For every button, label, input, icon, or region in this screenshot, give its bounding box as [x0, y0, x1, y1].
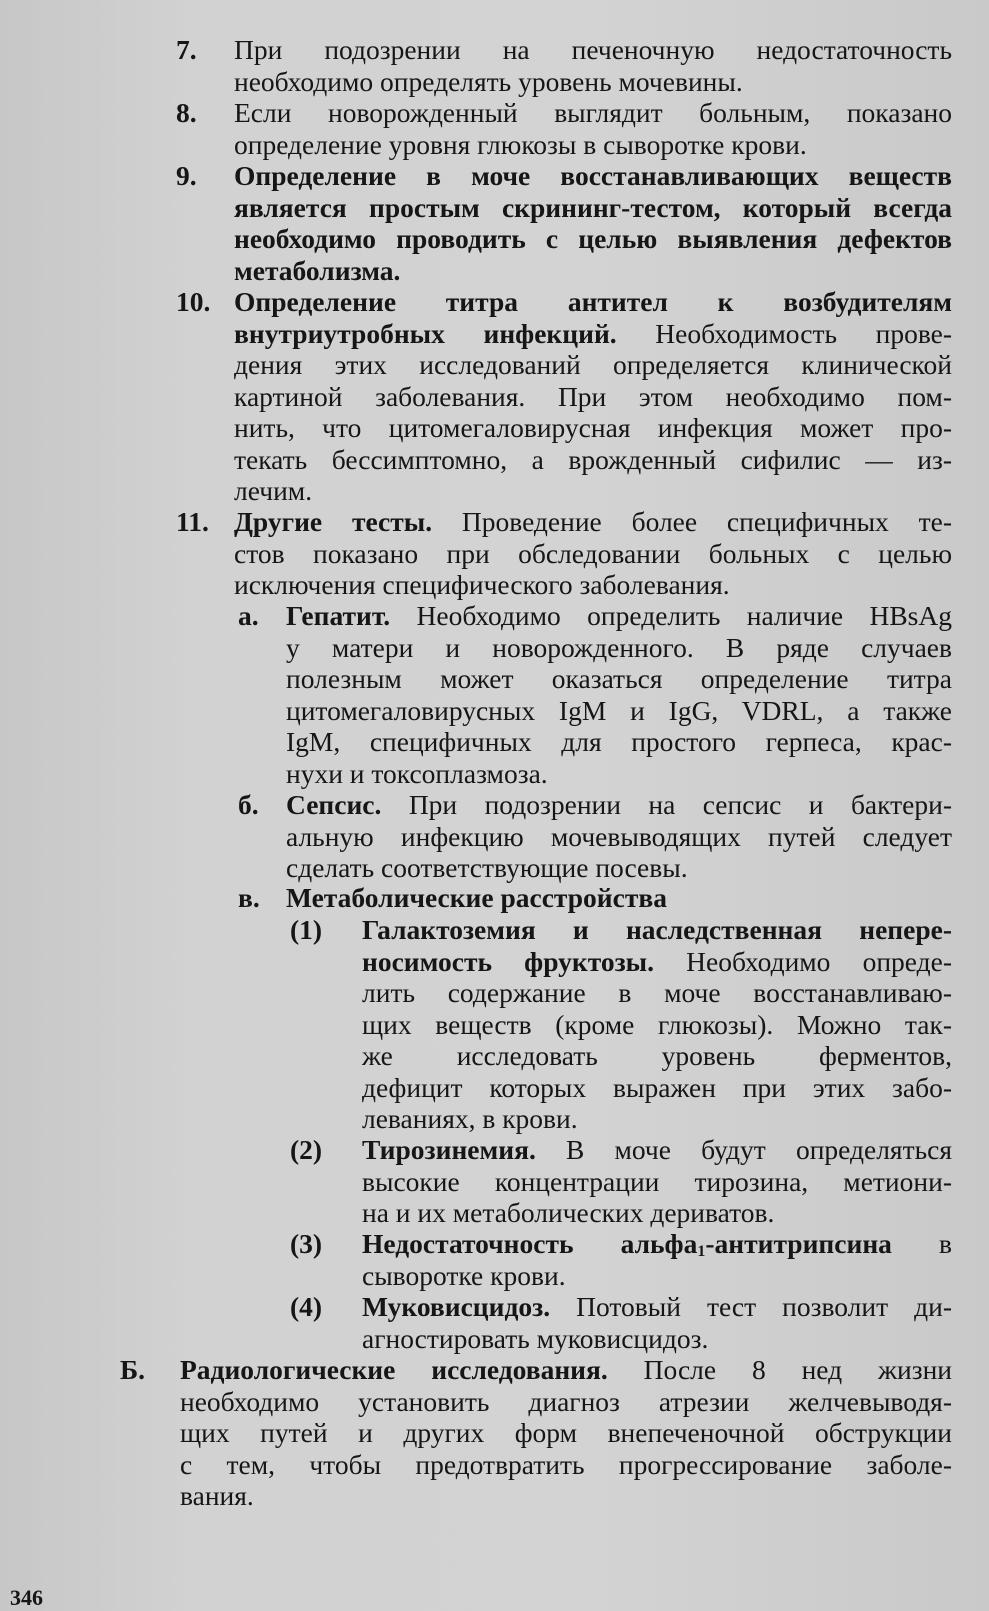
- item-heading-cont: внутриутробных инфекций.: [234, 317, 617, 349]
- text-line: же исследовать уровень ферментов,: [362, 1040, 952, 1071]
- text-run: После 8 нед жизни: [607, 1354, 953, 1385]
- text-line: лить содержание в моче восстанавливаю-: [362, 977, 952, 1008]
- text-line: дения этих исследований определяется клинической: [234, 349, 952, 380]
- text-line: щих путей и других форм внепеченочной обструкции: [180, 1417, 952, 1448]
- item-number: (2): [290, 1134, 323, 1165]
- text-run: Необходимость прове-: [616, 317, 953, 349]
- item-heading: Недостаточность альфа$_1$-антитрипсина: [362, 1228, 892, 1260]
- page-number: 346: [10, 1585, 43, 1610]
- item-heading: Галактоземия и наследственная непере-: [362, 914, 952, 945]
- item-heading: Определение титра антител к возбудителям: [234, 286, 952, 317]
- text-line: метаболизма.: [234, 254, 401, 286]
- item-number: 8.: [176, 97, 197, 128]
- text-line: дефицит которых выражен при этих забо-: [362, 1071, 952, 1103]
- item-number: 10.: [176, 286, 211, 317]
- text-line: у матери и новорожденного. В ряде случаев: [286, 631, 952, 663]
- text-run: Потовый тест позволит ди-: [550, 1291, 952, 1322]
- item-heading-cont: носимость фруктозы.: [362, 945, 655, 977]
- text-line: стов показано при обследовании больных с целью: [234, 537, 952, 569]
- text-line: леваниях, в крови.: [362, 1103, 578, 1134]
- text-line: нухи и токсоплазмоза.: [286, 757, 548, 789]
- text-run: В моче будут определяться: [535, 1134, 952, 1165]
- text-line: IgM, специфичных для простого герпеса, крас-: [286, 726, 952, 757]
- text-run: Необходимо опреде-: [654, 945, 952, 977]
- item-letter: б.: [238, 789, 259, 820]
- text-line: необходимо проводить с целью выявления дефектов: [234, 223, 952, 254]
- text-run: При подозрении на сепсис и бактери-: [381, 789, 952, 820]
- item-heading: Тирозинемия.: [362, 1134, 536, 1165]
- item-heading: Муковисцидоз.: [362, 1291, 551, 1322]
- item-letter: а.: [238, 600, 259, 631]
- text-line: полезным может оказаться определение титра: [286, 663, 952, 694]
- text-line: текать бессимптомно, а врожденный сифилис — из-: [234, 443, 952, 475]
- text-line: определение уровня глюкозы в сыворотке крови.: [234, 128, 807, 160]
- item-number: 9.: [176, 160, 197, 191]
- text-line: необходимо установить диагноз атрезии желчевыводя-: [180, 1385, 952, 1417]
- item-heading: Метаболические расстройства: [286, 882, 667, 913]
- item-heading: Сепсис.: [286, 789, 382, 820]
- item-heading: Гепатит.: [286, 600, 391, 631]
- item-number: (4): [290, 1291, 323, 1322]
- item-heading: Другие тесты.: [234, 506, 433, 537]
- item-number: (1): [290, 914, 323, 945]
- item-letter: в.: [238, 882, 260, 913]
- text-line: альную инфекцию мочевыводящих путей следует: [286, 820, 952, 852]
- text-line: является простым скрининг-тестом, который всегда: [234, 191, 952, 223]
- text-line: При подозрении на печеночную недостаточность: [234, 34, 952, 65]
- text-line: необходимо определять уровень мочевины.: [234, 65, 743, 97]
- text-run: Проведение более специфичных те-: [432, 506, 952, 537]
- text-line: вания.: [180, 1480, 254, 1511]
- text-line: исключения специфического заболевания.: [234, 569, 730, 600]
- text-line: на и их метаболических дериватов.: [362, 1197, 775, 1228]
- item-number: 7.: [176, 34, 197, 65]
- text-run: Необходимо определить наличие HBsAg: [390, 600, 952, 631]
- text-line: нить, что цитомегаловирусная инфекция может про-: [234, 412, 952, 443]
- text-line: сделать соответствующие посевы.: [286, 852, 688, 883]
- text-line: цитомегаловирусных IgM и IgG, VDRL, а также: [286, 694, 952, 726]
- text-line: картиной заболевания. При этом необходимо пом-: [234, 380, 952, 412]
- text-line: Определение в моче восстанавливающих веществ: [234, 160, 952, 191]
- text-line: сыворотке крови.: [362, 1259, 566, 1291]
- text-line: щих веществ (кроме глюкозы). Можно так-: [362, 1008, 952, 1040]
- item-number: (3): [290, 1228, 323, 1259]
- text-line: с тем, чтобы предотвратить прогрессирование заболе-: [180, 1448, 952, 1480]
- text-line: высокие концентрации тирозина, метиони-: [362, 1165, 952, 1197]
- section-heading: Радиологические исследования.: [180, 1354, 608, 1385]
- text-line: Если новорожденный выглядит больным, показано: [234, 97, 952, 128]
- text-line: лечим.: [234, 475, 313, 506]
- text-run: в: [891, 1228, 952, 1259]
- section-letter: Б.: [120, 1354, 146, 1385]
- item-number: 11.: [176, 506, 209, 537]
- text-line: агностировать муковисцидоз.: [362, 1322, 709, 1354]
